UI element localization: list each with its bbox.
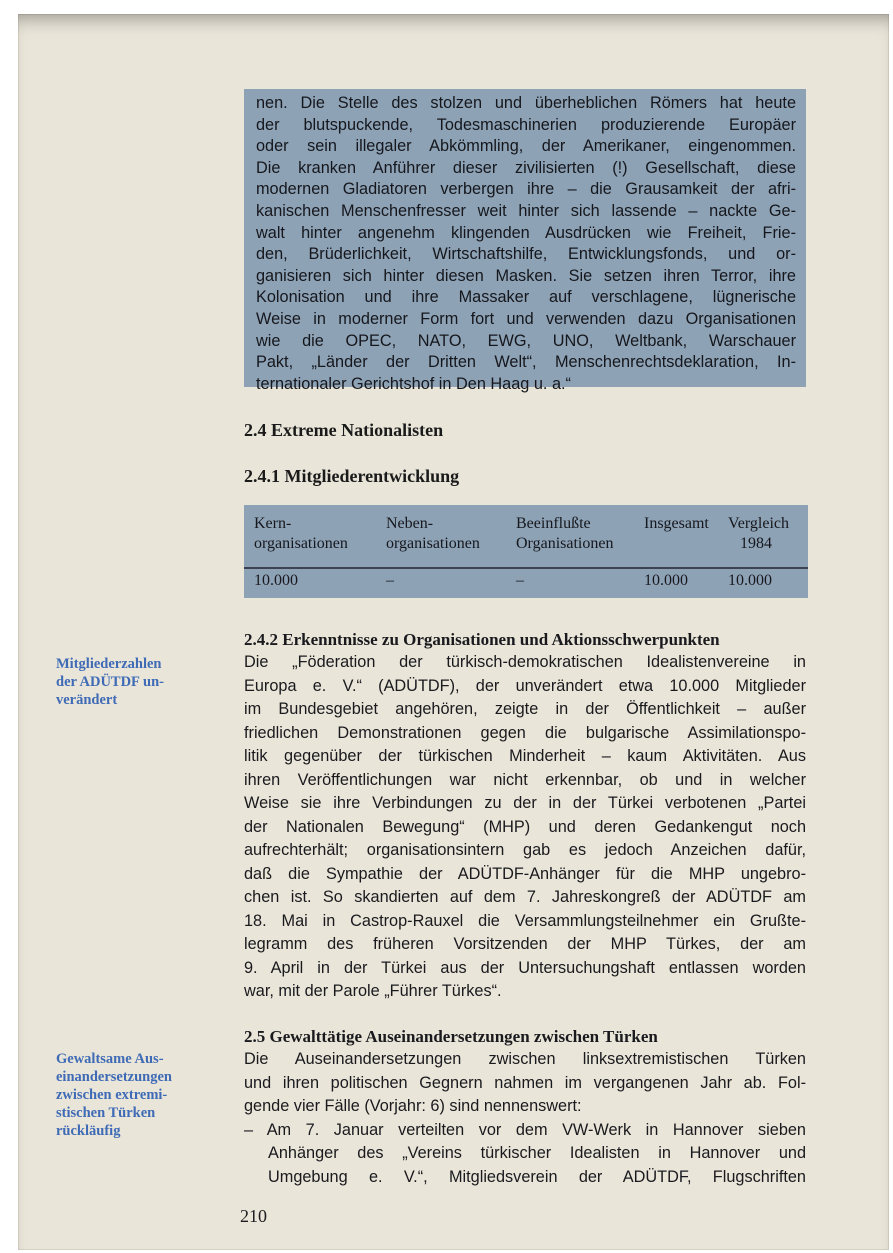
section-title: 2.4.2 Erkenntnisse zu Organisationen und Aktionsschwerpunkten (244, 630, 720, 649)
margin-note-line: Mitgliederzahlen (56, 656, 162, 672)
quote-highlight-box (244, 89, 806, 393)
margin-note-line: verändert (56, 692, 118, 708)
text-line: war, mit der Parole „Führer Türkes“. (244, 982, 502, 1000)
text-line: aufrechterhält; organisationsintern gab es jedoch Anzeichen dafür, (244, 841, 806, 859)
list-item: – Am 7. Januar verteilten vor dem VW-Werk in Hannover sieben (244, 1120, 806, 1139)
membership-table (244, 505, 808, 598)
quote-line: Kolonisation und ihre Massaker auf verschlagene, lügnerische (256, 288, 796, 307)
quote-line: ternationaler Gerichtshof in Den Haag u. a.“ (256, 374, 571, 393)
table-cell: 10.000 (728, 572, 772, 589)
table-header-cell (386, 514, 480, 554)
table-header-line: Organisationen (516, 535, 614, 552)
quote-line: Die kranken Anführer dieser zivilisierten (!) Gesellschaft, diese (256, 158, 796, 177)
text-line: im Bundesgebiet angehören, zeigte in der Öffentlichkeit – außer (244, 700, 806, 718)
table-cell: 10.000 (644, 572, 688, 589)
table-header-line: organisationen (254, 535, 348, 552)
quote-line: ganisieren sich hinter diesen Masken. Sie setzen ihren Terror, ihre (256, 266, 796, 285)
text-line: Europa e. V.“ (ADÜTDF), der unverändert etwa 10.000 Mitglieder (244, 676, 806, 695)
section-title: 2.5 Gewalttätige Auseinandersetzungen zwischen Türken (244, 1027, 658, 1046)
text-line: 9. April in der Türkei aus der Untersuchungshaft entlassen worden (244, 958, 806, 977)
table-header-line: organisationen (386, 535, 480, 552)
quote-line: nen. Die Stelle des stolzen und überheblichen Römers hat heute (256, 94, 796, 112)
text-line: litik gegenüber der türkischen Minderheit – kaum Aktivitäten. Aus (244, 747, 806, 765)
table-header-line: Insgesamt (644, 515, 709, 532)
margin-note-line: stischen Türken (56, 1105, 156, 1121)
quote-line: Weise in moderner Form fort und verwenden dazu Organisationen (256, 309, 796, 328)
margin-note-line: einandersetzungen (56, 1069, 172, 1085)
table-header-cell (254, 514, 348, 554)
quote-line: den, Brüderlichkeit, Wirtschaftshilfe, Entwicklungsfonds, und or- (256, 245, 796, 264)
table-cell: – (516, 572, 524, 589)
table-divider (244, 567, 808, 569)
margin-note-line: der ADÜTDF un- (56, 674, 164, 690)
text-line: Umgebung e. V.“, Mitgliedsverein der ADÜTDF, Flugschriften (268, 1167, 806, 1186)
heading-2-4: 2.4 Extreme Nationalisten (244, 420, 444, 440)
table-header-line: 1984 (740, 535, 772, 552)
table-header-line: Vergleich (728, 515, 790, 532)
text-line: daß die Sympathie der ADÜTDF-Anhänger für die MHP ungebro- (244, 864, 806, 883)
table-header-line: Beeinflußte (516, 515, 591, 532)
text-line: der Nationalen Bewegung“ (MHP) und deren Gedankengut noch (244, 817, 806, 836)
text-line: ihren Veröffentlichungen war nicht erkennbar, ob und in welcher (244, 770, 806, 789)
margin-note-violence (56, 1050, 206, 1140)
quote-line: kanischen Menschenfresser weit hinter sich lassende – nackte Ge- (256, 201, 796, 220)
text-line: und ihren politischen Gegnern nahmen im vergangenen Jahr ab. Fol- (244, 1073, 806, 1092)
table-header-line: Kern- (254, 515, 292, 532)
margin-note-line: rückläufig (56, 1123, 121, 1139)
margin-note-line: zwischen extremi- (56, 1087, 168, 1103)
text-line: friedlichen Demonstrationen gegen die bulgarische Assimilationspo- (244, 723, 806, 742)
table-header-cell (644, 514, 709, 534)
text-line: Anhänger des „Vereins türkischer Idealisten in Hannover und (268, 1144, 806, 1162)
quote-line: modernen Gladiatoren verbergen ihre – die Grausamkeit der afri- (256, 180, 796, 199)
page-number: 210 (240, 1206, 267, 1226)
section-2-4-2 (244, 628, 806, 1004)
text-line: chen ist. So skandierten auf dem 7. Jahreskongreß der ADÜTDF am (244, 888, 806, 906)
quote-line: der blutspuckende, Todesmaschinerien produzierende Europäer (256, 115, 796, 134)
text-line: Die „Föderation der türkisch-demokratischen Idealistenvereine in (244, 653, 806, 671)
table-header-cell (516, 514, 613, 554)
text-line: gende vier Fälle (Vorjahr: 6) sind nennenswert: (244, 1097, 582, 1115)
text-line: Weise sie ihre Verbindungen zu der in der Türkei verbotenen „Partei (244, 794, 806, 812)
quote-line: wie die OPEC, NATO, EWG, UNO, Weltbank, Warschauer (256, 331, 796, 350)
text-line: legramm des früheren Vorsitzenden der MHP Türkes, der am (244, 935, 806, 953)
quote-line: walt hinter angenehm klingenden Ausdrücken wie Freiheit, Frie- (256, 223, 796, 242)
section-2-5 (244, 1025, 806, 1189)
table-cell: – (386, 572, 394, 589)
heading-2-4-1: 2.4.1 Mitgliederentwicklung (244, 466, 460, 486)
table-header-cell (728, 514, 789, 554)
table-cell: 10.000 (254, 572, 298, 589)
table-header-line: Neben- (386, 515, 434, 532)
quote-line: Pakt, „Länder der Dritten Welt“, Menschenrechtsdeklaration, In- (256, 353, 796, 372)
text-line: Die Auseinandersetzungen zwischen linksextremistischen Türken (244, 1050, 806, 1068)
quote-line: oder sein illegaler Abkömmling, der Amerikaner, eingenommen. (256, 137, 796, 156)
margin-note-line: Gewaltsame Aus- (56, 1051, 164, 1067)
text-line: 18. Mai in Castrop-Rauxel die Versammlungsteilnehmer ein Grußte- (244, 911, 806, 930)
margin-note-membership (56, 655, 206, 709)
